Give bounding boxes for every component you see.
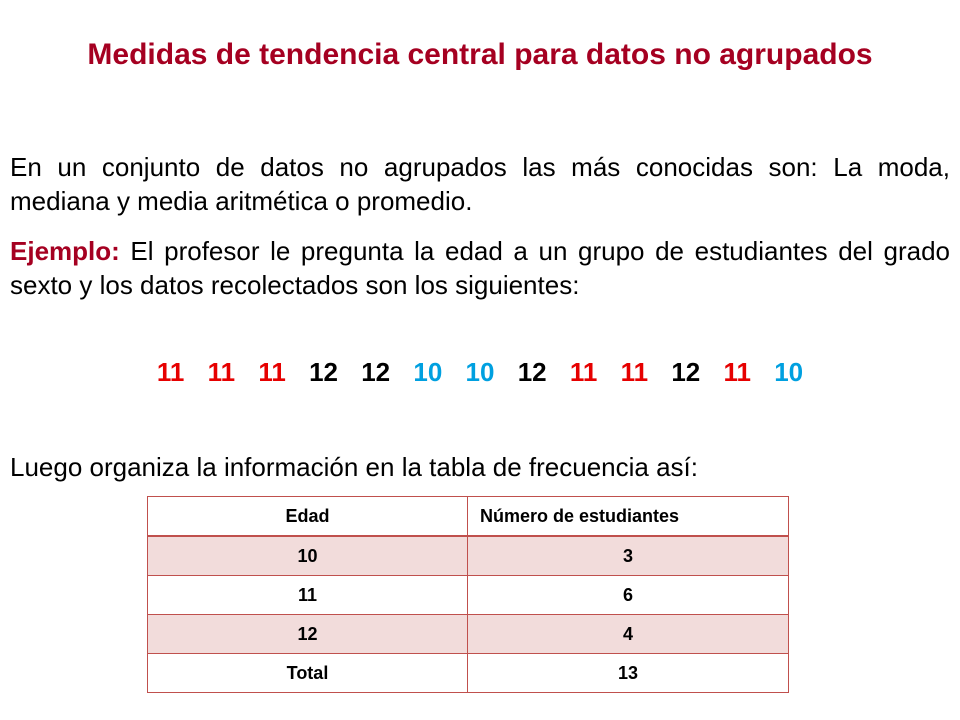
data-value: 10 xyxy=(413,357,443,387)
page-title: Medidas de tendencia central para datos no agrupados xyxy=(87,38,873,71)
table-cell: Total xyxy=(148,654,468,693)
data-value: 12 xyxy=(517,357,547,387)
example-paragraph xyxy=(10,234,950,302)
table-cell: 10 xyxy=(148,536,468,576)
data-value: 11 xyxy=(569,357,598,387)
table-header-row xyxy=(148,497,789,537)
table-cell: 3 xyxy=(468,536,789,576)
header-cell: Número de estudiantes xyxy=(468,497,789,537)
data-value: 11 xyxy=(258,357,286,387)
data-value: 11 xyxy=(156,357,185,387)
intro-paragraph: En un conjunto de datos no agrupados las más conocidas son: La moda, mediana y media aritmética o promedio. xyxy=(10,152,950,216)
table-cell: 11 xyxy=(148,576,468,615)
table-row xyxy=(148,654,789,693)
data-value: 11 xyxy=(723,357,751,387)
data-value: 11 xyxy=(620,357,649,387)
data-value: 10 xyxy=(465,357,495,387)
closing-paragraph: Luego organiza la información en la tabla de frecuencia así: xyxy=(10,452,698,482)
table-cell: 13 xyxy=(468,654,789,693)
data-values xyxy=(0,355,960,389)
table-row xyxy=(148,615,789,654)
data-value: 11 xyxy=(207,357,236,387)
example-text: El profesor le pregunta la edad a un grupo de estudiantes del grado sexto y los datos recolectados son los siguientes: xyxy=(10,236,950,300)
table-cell: 4 xyxy=(468,615,789,654)
table-cell: 6 xyxy=(468,576,789,615)
data-value: 12 xyxy=(361,357,391,387)
data-value: 12 xyxy=(671,357,701,387)
header-cell: Edad xyxy=(148,497,468,537)
data-value: 12 xyxy=(309,357,338,387)
example-label: Ejemplo: xyxy=(10,236,120,266)
table-row xyxy=(148,576,789,615)
data-value: 10 xyxy=(774,357,804,387)
frequency-table xyxy=(147,496,789,693)
table-row xyxy=(148,536,789,576)
table-cell: 12 xyxy=(148,615,468,654)
